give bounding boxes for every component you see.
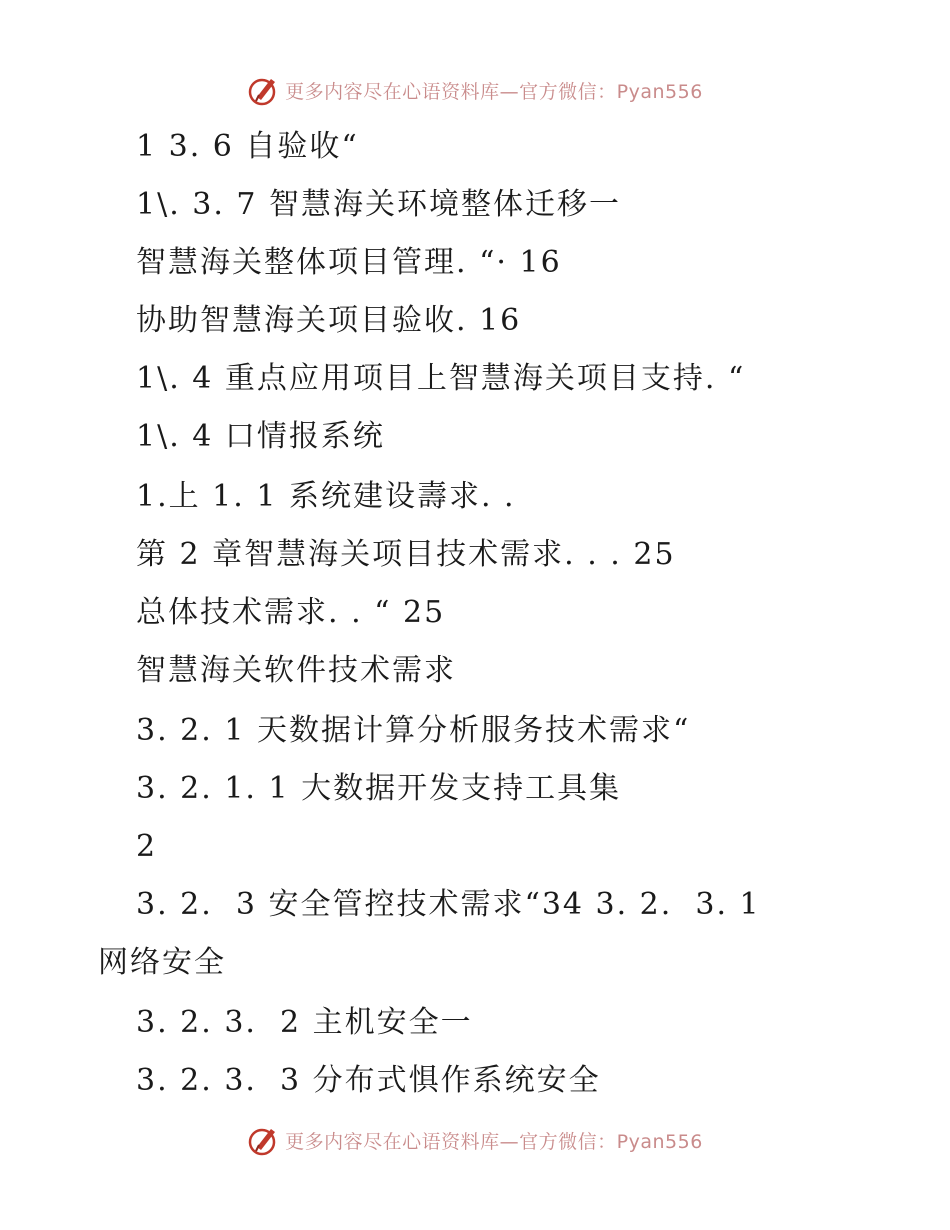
toc-line: 网络安全 bbox=[98, 945, 226, 980]
toc-line: 总体技术需求. . “ 25 bbox=[136, 595, 446, 630]
toc-line: 1\. 3. 7 智慧海关环境整体迁移一 bbox=[136, 187, 622, 222]
toc-line: 1 3. 6 自验收“ bbox=[136, 129, 359, 164]
toc-line: 3. 2. 3 安全管控技术需求“34 3. 2. 3. 1 bbox=[136, 887, 761, 922]
toc-line: 2 bbox=[136, 829, 158, 864]
toc-line: 1.上 1. 1 系统建设壽求. . bbox=[136, 479, 516, 514]
quill-logo-icon bbox=[247, 1123, 281, 1157]
toc-line: 3. 2. 1. 1 大数据开发支持工具集 bbox=[136, 771, 622, 806]
toc-line: 3. 2. 3. 2 主机安全一 bbox=[136, 1005, 473, 1040]
watermark-banner-bottom bbox=[0, 1120, 950, 1160]
watermark-text: 更多内容尽在心语资料库—官方微信：Pyan556 bbox=[285, 80, 703, 103]
toc-line: 1\. 4 口情报系统 bbox=[136, 419, 385, 454]
toc-line: 协助智慧海关项目验收. 16 bbox=[136, 303, 522, 338]
toc-line: 1\. 4 重点应用项目上智慧海关项目支持. “ bbox=[136, 361, 746, 396]
toc-line: 智慧海关软件技术需求 bbox=[136, 653, 456, 688]
watermark-text: 更多内容尽在心语资料库—官方微信：Pyan556 bbox=[285, 1130, 703, 1153]
toc-line: 3. 2. 1 天数据计算分析服务技术需求“ bbox=[136, 713, 691, 748]
toc-line: 智慧海关整体项目管理. “· 16 bbox=[136, 245, 562, 280]
toc-line: 3. 2. 3. 3 分布式惧作系统安全 bbox=[136, 1063, 601, 1098]
toc-line: 第 2 章智慧海关项目技术需求. . . 25 bbox=[136, 537, 676, 572]
